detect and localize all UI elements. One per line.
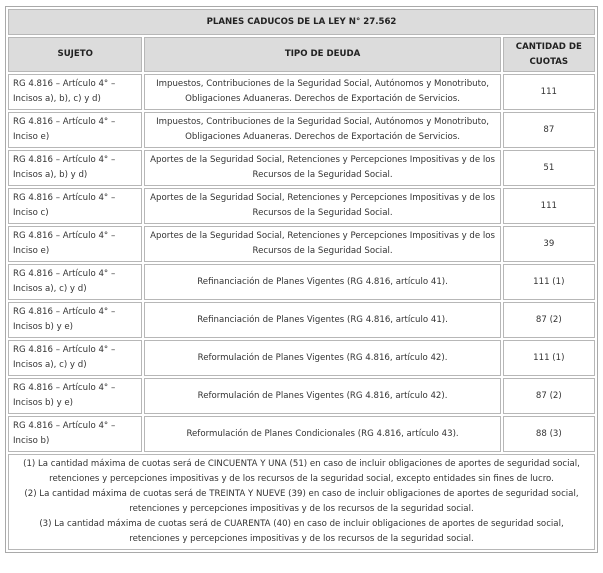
table-row [8,340,595,376]
table-row [8,416,595,452]
cell-sujeto: RG 4.816 – Artículo 4° – Incisos a), c) y d) [8,264,142,300]
footnotes-cell [8,454,595,550]
cell-sujeto: RG 4.816 – Artículo 4° – Incisos a), b), c) y d) [8,74,142,110]
table-row [8,302,595,338]
header-sujeto: SUJETO [8,37,142,72]
footnote-3: (3) La cantidad máxima de cuotas será de CUARENTA (40) en caso de incluir obligaciones de aportes de seguridad social, retenciones y percepciones impositivas y de los recursos de la seguridad social. [39,519,564,544]
table-body [8,74,595,550]
cell-sujeto: RG 4.816 – Artículo 4° – Inciso e) [8,112,142,148]
cell-cantidad-de-cuotas: 111 (1) [503,340,595,376]
cell-tipo-de-deuda: Reformulación de Planes Condicionales (RG 4.816, artículo 43). [144,416,500,452]
cell-cantidad-de-cuotas: 87 [503,112,595,148]
cell-cantidad-de-cuotas: 87 (2) [503,302,595,338]
cell-cantidad-de-cuotas: 87 (2) [503,378,595,414]
table-row [8,150,595,186]
notes-row [8,454,595,550]
cell-tipo-de-deuda: Aportes de la Seguridad Social, Retenciones y Percepciones Impositivas y de los Recursos de la Seguridad Social. [144,150,500,186]
table-row [8,264,595,300]
cell-sujeto: RG 4.816 – Artículo 4° – Incisos a), c) y d) [8,340,142,376]
footnote-1: (1) La cantidad máxima de cuotas será de CINCUENTA Y UNA (51) en caso de incluir obligaciones de aportes de seguridad social, retenciones y percepciones impositivas y de los recursos de la seguridad social, excepto entidades sin fines de lucro. [23,459,580,484]
header-tipo-de-deuda: TIPO DE DEUDA [144,37,500,72]
cell-cantidad-de-cuotas: 111 [503,74,595,110]
table-header-row [8,37,595,72]
cell-tipo-de-deuda: Refinanciación de Planes Vigentes (RG 4.816, artículo 41). [144,264,500,300]
table-row [8,378,595,414]
cell-sujeto: RG 4.816 – Artículo 4° – Inciso e) [8,226,142,262]
cell-tipo-de-deuda: Impuestos, Contribuciones de la Seguridad Social, Autónomos y Monotributo, Obligaciones Aduaneras. Derechos de Exportación de Servicios. [144,112,500,148]
cell-sujeto: RG 4.816 – Artículo 4° – Incisos b) y e) [8,378,142,414]
cell-tipo-de-deuda: Aportes de la Seguridad Social, Retenciones y Percepciones Impositivas y de los Recursos de la Seguridad Social. [144,226,500,262]
planes-caducos-document [5,6,598,553]
cell-sujeto: RG 4.816 – Artículo 4° – Inciso c) [8,188,142,224]
cell-cantidad-de-cuotas: 111 [503,188,595,224]
cell-cantidad-de-cuotas: 111 (1) [503,264,595,300]
cell-sujeto: RG 4.816 – Artículo 4° – Incisos a), b) y d) [8,150,142,186]
table-row [8,74,595,110]
cell-cantidad-de-cuotas: 88 (3) [503,416,595,452]
cell-tipo-de-deuda: Aportes de la Seguridad Social, Retenciones y Percepciones Impositivas y de los Recursos de la Seguridad Social. [144,188,500,224]
table-row [8,226,595,262]
footnote-2: (2) La cantidad máxima de cuotas será de TREINTA Y NUEVE (39) en caso de incluir obligaciones de aportes de seguridad social, retenciones y percepciones impositivas y de los recursos de la seguridad social. [24,489,579,514]
planes-caducos-table [5,6,598,553]
cell-tipo-de-deuda: Reformulación de Planes Vigentes (RG 4.816, artículo 42). [144,340,500,376]
table-title: PLANES CADUCOS DE LA LEY N° 27.562 [8,9,595,35]
cell-cantidad-de-cuotas: 39 [503,226,595,262]
cell-tipo-de-deuda: Refinanciación de Planes Vigentes (RG 4.816, artículo 41). [144,302,500,338]
header-cantidad-de-cuotas: CANTIDAD DE CUOTAS [503,37,595,72]
cell-sujeto: RG 4.816 – Artículo 4° – Inciso b) [8,416,142,452]
cell-tipo-de-deuda: Reformulación de Planes Vigentes (RG 4.816, artículo 42). [144,378,500,414]
table-row [8,112,595,148]
cell-sujeto: RG 4.816 – Artículo 4° – Incisos b) y e) [8,302,142,338]
cell-tipo-de-deuda: Impuestos, Contribuciones de la Seguridad Social, Autónomos y Monotributo, Obligaciones Aduaneras. Derechos de Exportación de Servicios. [144,74,500,110]
cell-cantidad-de-cuotas: 51 [503,150,595,186]
table-row [8,188,595,224]
table-title-row [8,9,595,35]
